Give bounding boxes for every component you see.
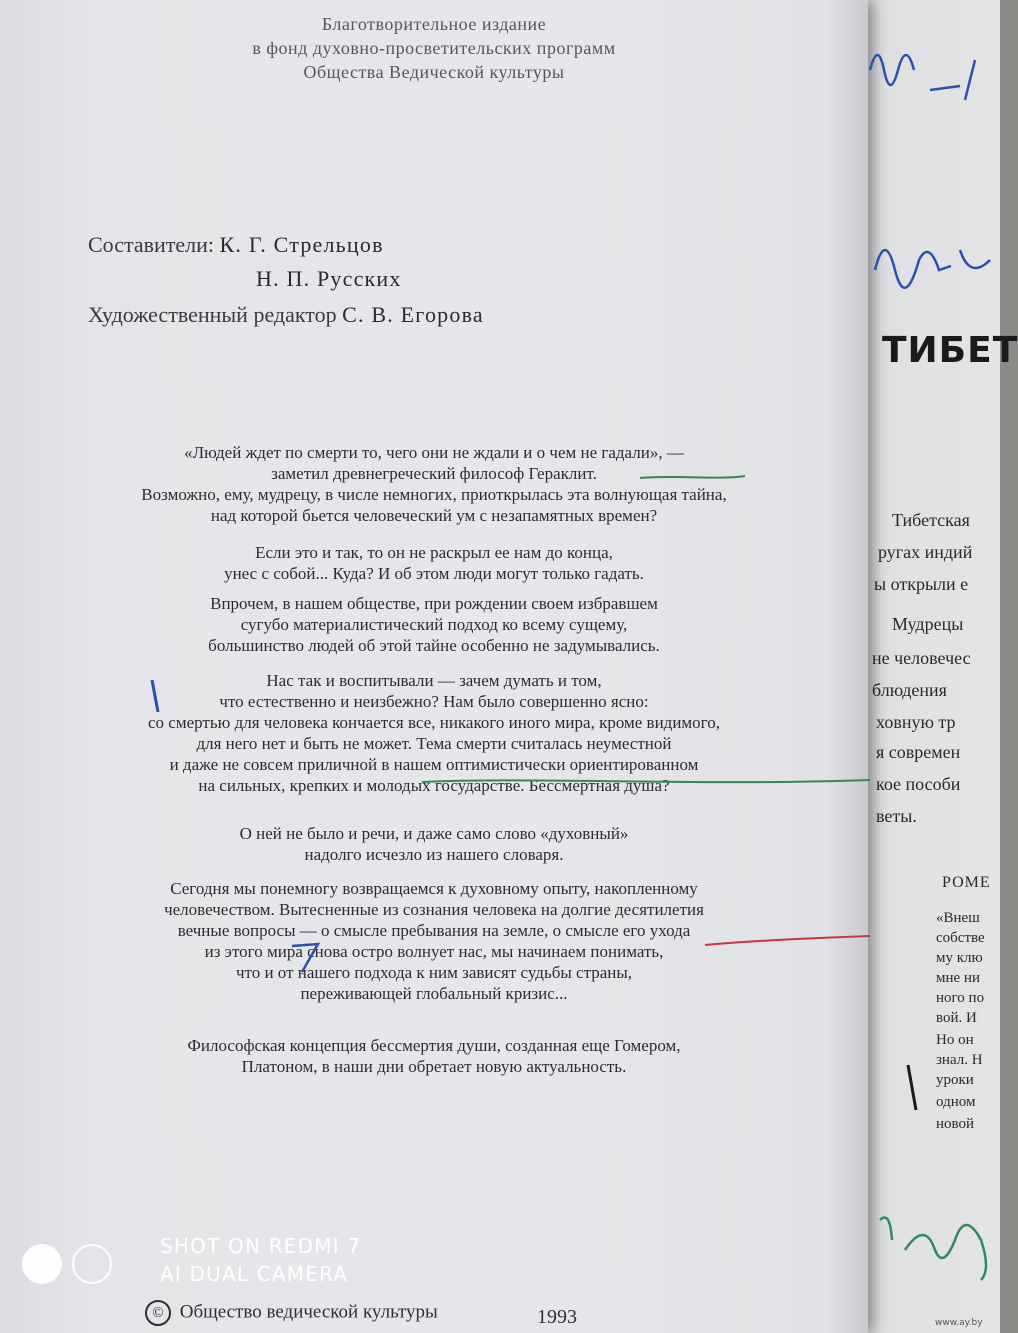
text-line: сугубо материалистический подход ко всему сущему, xyxy=(240,615,628,634)
text-line: для него нет и быть не может. Тема смерти считалась неуместной xyxy=(196,734,672,753)
text-line: вечные вопросы — о смысле пребывания на земле, о смысле его ухода xyxy=(177,921,691,940)
text-line: надолго исчезло из нашего словаря. xyxy=(304,845,564,864)
text-line: «Людей ждет по смерти то, чего они не ждали и о чем не гадали», — xyxy=(184,443,684,462)
text-line: большинство людей об этой тайне особенно не задумывались. xyxy=(208,636,660,655)
text-line: унес с собой... Куда? И об этом люди могут только гадать. xyxy=(224,564,644,583)
compiler-1: К. Г. Стрельцов xyxy=(219,232,384,257)
right-text-line: блюдения xyxy=(872,680,947,700)
text-line: Возможно, ему, мудрецу, в числе немногих, приоткрылась эта волнующая тайна, xyxy=(141,485,727,504)
text-line: человечеством. Вытесненные из сознания человека на долгие десятилетия xyxy=(164,900,704,919)
text-line: Нас так и воспитывали — зачем думать и том, xyxy=(266,671,602,690)
text-line: заметил древнегреческий философ Гераклит. xyxy=(271,464,597,483)
text-line: из этого мира снова остро волнует нас, мы начинаем понимать, xyxy=(204,942,664,961)
paragraph-2 xyxy=(0,542,868,584)
text-line: Сегодня мы понемногу возвращаемся к духовному опыту, накопленному xyxy=(170,879,698,898)
text-line: со смертью для человека кончается все, никакого иного мира, кроме видимого, xyxy=(148,713,720,732)
right-text-line: ы открыли е xyxy=(874,574,969,594)
right-section-heading: РОМЕ xyxy=(942,874,991,891)
art-editor-label: Художественный редактор xyxy=(88,302,337,327)
right-small-line: вой. И xyxy=(936,1010,977,1026)
right-small-line: мне ни xyxy=(936,970,980,986)
site-watermark: www.ay.by xyxy=(935,1318,983,1328)
text-line: что естественно и неизбежно? Нам было совершенно ясно: xyxy=(219,692,649,711)
text-line: на сильных, крепких и молодых государстве. Бессмертная душа? xyxy=(198,776,670,795)
right-small-line: «Внеш xyxy=(936,910,980,926)
text-line: что и от нашего подхода к ним зависят судьбы страны, xyxy=(235,963,633,982)
right-text-line: ховную тр xyxy=(876,712,956,732)
text-line: Платоном, в наши дни обретает новую актуальность. xyxy=(241,1057,627,1076)
art-editor-line xyxy=(88,302,484,328)
right-small-line: му клю xyxy=(936,950,983,966)
copyright-icon: © xyxy=(145,1300,171,1326)
right-text-line: кое пособи xyxy=(876,774,961,794)
camera-watermark xyxy=(160,1232,361,1288)
compiler-2-line xyxy=(256,266,402,292)
text-line: Если это и так, то он не раскрыл ее нам до конца, xyxy=(255,543,613,562)
paragraph-6 xyxy=(0,878,868,1004)
right-text-line: Мудрецы xyxy=(892,614,964,634)
text-line: над которой бьется человеческий ум с незапамятных времен? xyxy=(210,506,658,525)
header-line-1: Благотворительное издание xyxy=(321,14,547,34)
right-small-line: одном xyxy=(936,1094,976,1110)
right-text-line: веты. xyxy=(876,806,917,826)
text-line: Впрочем, в нашем обществе, при рождении своем избравшем xyxy=(210,594,658,613)
watermark-line-2: AI DUAL CAMERA xyxy=(160,1262,349,1286)
paragraph-3 xyxy=(0,593,868,656)
paragraph-1 xyxy=(0,442,868,526)
right-small-line: собстве xyxy=(936,930,985,946)
compilers-line xyxy=(88,232,384,258)
right-text-line: не человечес xyxy=(872,648,971,668)
watermark-dot-outline-icon xyxy=(72,1244,112,1284)
text-line: О ней не было и речи, и даже само слово «духовный» xyxy=(239,824,629,843)
paragraph-4 xyxy=(0,670,868,796)
right-page xyxy=(850,0,1018,1333)
right-text-line: ругах индий xyxy=(878,542,973,562)
right-text-line: Тибетская xyxy=(892,510,970,530)
compiler-2: Н. П. Русских xyxy=(256,266,402,291)
text-line: и даже не совсем приличной в нашем оптимистически ориентированном xyxy=(169,755,699,774)
right-small-line: знал. Н xyxy=(936,1052,983,1068)
right-small-line: уроки xyxy=(936,1072,974,1088)
right-page-title: ТИБЕТ xyxy=(882,330,1018,371)
compilers-label: Составители: xyxy=(88,232,215,257)
right-text-line: я современ xyxy=(876,742,961,762)
publication-year: 1993 xyxy=(537,1306,577,1328)
paragraph-7 xyxy=(0,1035,868,1077)
header-line-2: в фонд духовно-просветительских программ xyxy=(252,38,616,58)
right-small-line: новой xyxy=(936,1116,975,1132)
text-line: Философская концепция бессмертия души, созданная еще Гомером, xyxy=(187,1036,681,1055)
text-line: переживающей глобальный кризис... xyxy=(300,984,568,1003)
right-small-line: ного по xyxy=(936,990,985,1006)
copyright-line xyxy=(145,1300,438,1326)
header-line-3: Общества Ведической культуры xyxy=(303,62,565,82)
publisher-name: Общество ведической культуры xyxy=(179,1301,438,1323)
watermark-dot-filled-icon xyxy=(22,1244,62,1284)
right-small-line: Но он xyxy=(936,1032,974,1048)
charity-header xyxy=(0,12,868,84)
paragraph-5 xyxy=(0,823,868,865)
art-editor-name: С. В. Егорова xyxy=(342,302,484,327)
watermark-line-1: SHOT ON REDMI 7 xyxy=(160,1234,362,1258)
